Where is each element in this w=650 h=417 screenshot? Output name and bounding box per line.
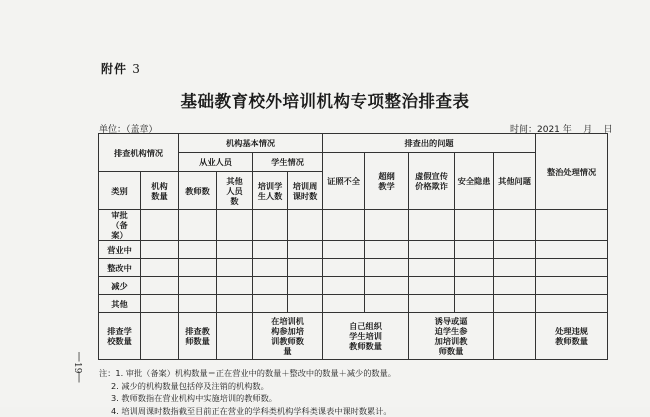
table-row-summary	[99, 313, 608, 360]
header-staff: 从业人员	[179, 153, 253, 172]
row-label-approved-text: 审批（备案）	[106, 210, 134, 240]
attachment-label	[101, 60, 141, 77]
header-students-num-text: 培训学生人数	[255, 181, 285, 201]
header-students: 学生情况	[253, 153, 323, 172]
page-number-dash-top: |	[72, 352, 86, 362]
header-other-staff	[217, 172, 253, 210]
summary-self-organized	[323, 313, 409, 360]
header-org-count-text: 机构数量	[151, 181, 169, 201]
header-other-staff-text: 其他人员数	[225, 176, 245, 206]
header-issues: 排查出的问题	[323, 134, 536, 153]
summary-school-count	[99, 313, 141, 360]
row-label-rectifying: 整改中	[99, 259, 141, 277]
header-license: 证照不全	[323, 153, 365, 210]
table-row	[99, 259, 608, 277]
header-basic: 机构基本情况	[179, 134, 323, 153]
page-number-dash-bottom: |	[72, 373, 86, 383]
header-category: 类别	[99, 172, 141, 210]
summary-self-organized-text: 自己组织学生培训教师数量	[346, 321, 386, 351]
table-row	[99, 295, 608, 313]
header-weekly-hours	[288, 172, 323, 210]
summary-school-count-text: 排查学校数量	[106, 326, 134, 346]
header-fake-ads	[409, 153, 455, 210]
time-line: 时间：2021 年 月 日	[510, 122, 613, 135]
page-number	[72, 352, 86, 383]
header-fake-ads-text: 虚假宣传价格欺诈	[413, 171, 451, 191]
table-row	[99, 277, 608, 295]
unit-line: 单位：（盖章）	[99, 122, 158, 135]
inspection-table	[98, 133, 608, 360]
document-title: 基础教育校外培训机构专项整治排查表	[0, 88, 650, 112]
summary-handled	[536, 313, 608, 360]
table-row	[99, 241, 608, 259]
notes	[99, 367, 619, 417]
header-org-count	[141, 172, 179, 210]
note-line: 4. 培训周课时数指截至目前正在营业的学科类机构学科类课表中课时数累计。	[99, 405, 619, 417]
row-label-operating: 营业中	[99, 241, 141, 259]
header-handle: 整治处理情况	[536, 134, 608, 210]
header-weekly-hours-text: 培训周课时数	[290, 181, 320, 201]
header-beyond	[365, 153, 409, 210]
summary-teachers-text: 排查教师数量	[184, 326, 212, 346]
page-number-text: 19	[72, 362, 82, 373]
table-row	[99, 210, 608, 241]
header-students-num	[253, 172, 288, 210]
header-safety: 安全隐患	[455, 153, 494, 210]
summary-in-training-text: 在培训机构参加培训教师数量	[269, 316, 307, 356]
note-line: 注：1. 审批（备案）机构数量＝正在营业中的数量＋整改中的数量＋减少的数量。	[99, 367, 619, 380]
summary-induced	[409, 313, 494, 360]
header-other-issue: 其他问题	[494, 153, 536, 210]
header-check-org: 排查机构情况	[99, 134, 179, 172]
summary-handled-text: 处理违规教师数量	[552, 326, 592, 346]
row-label-reduced: 减少	[99, 277, 141, 295]
header-teachers: 教师数	[179, 172, 217, 210]
attachment-number: 3	[132, 62, 141, 76]
summary-teachers	[179, 313, 217, 360]
note-line: 3. 教师数指在营业机构中实施培训的教师数。	[99, 392, 619, 405]
row-label-approved	[99, 210, 141, 241]
header-beyond-text: 超纲教学	[376, 171, 398, 191]
row-label-other: 其他	[99, 295, 141, 313]
note-line: 2. 减少的机构数量包括停及注销的机构数。	[99, 380, 619, 393]
summary-in-training	[253, 313, 323, 360]
summary-induced-text: 诱导或逼迫学生参加培训教师数量	[431, 316, 471, 356]
attachment-text: 附件	[101, 62, 127, 76]
